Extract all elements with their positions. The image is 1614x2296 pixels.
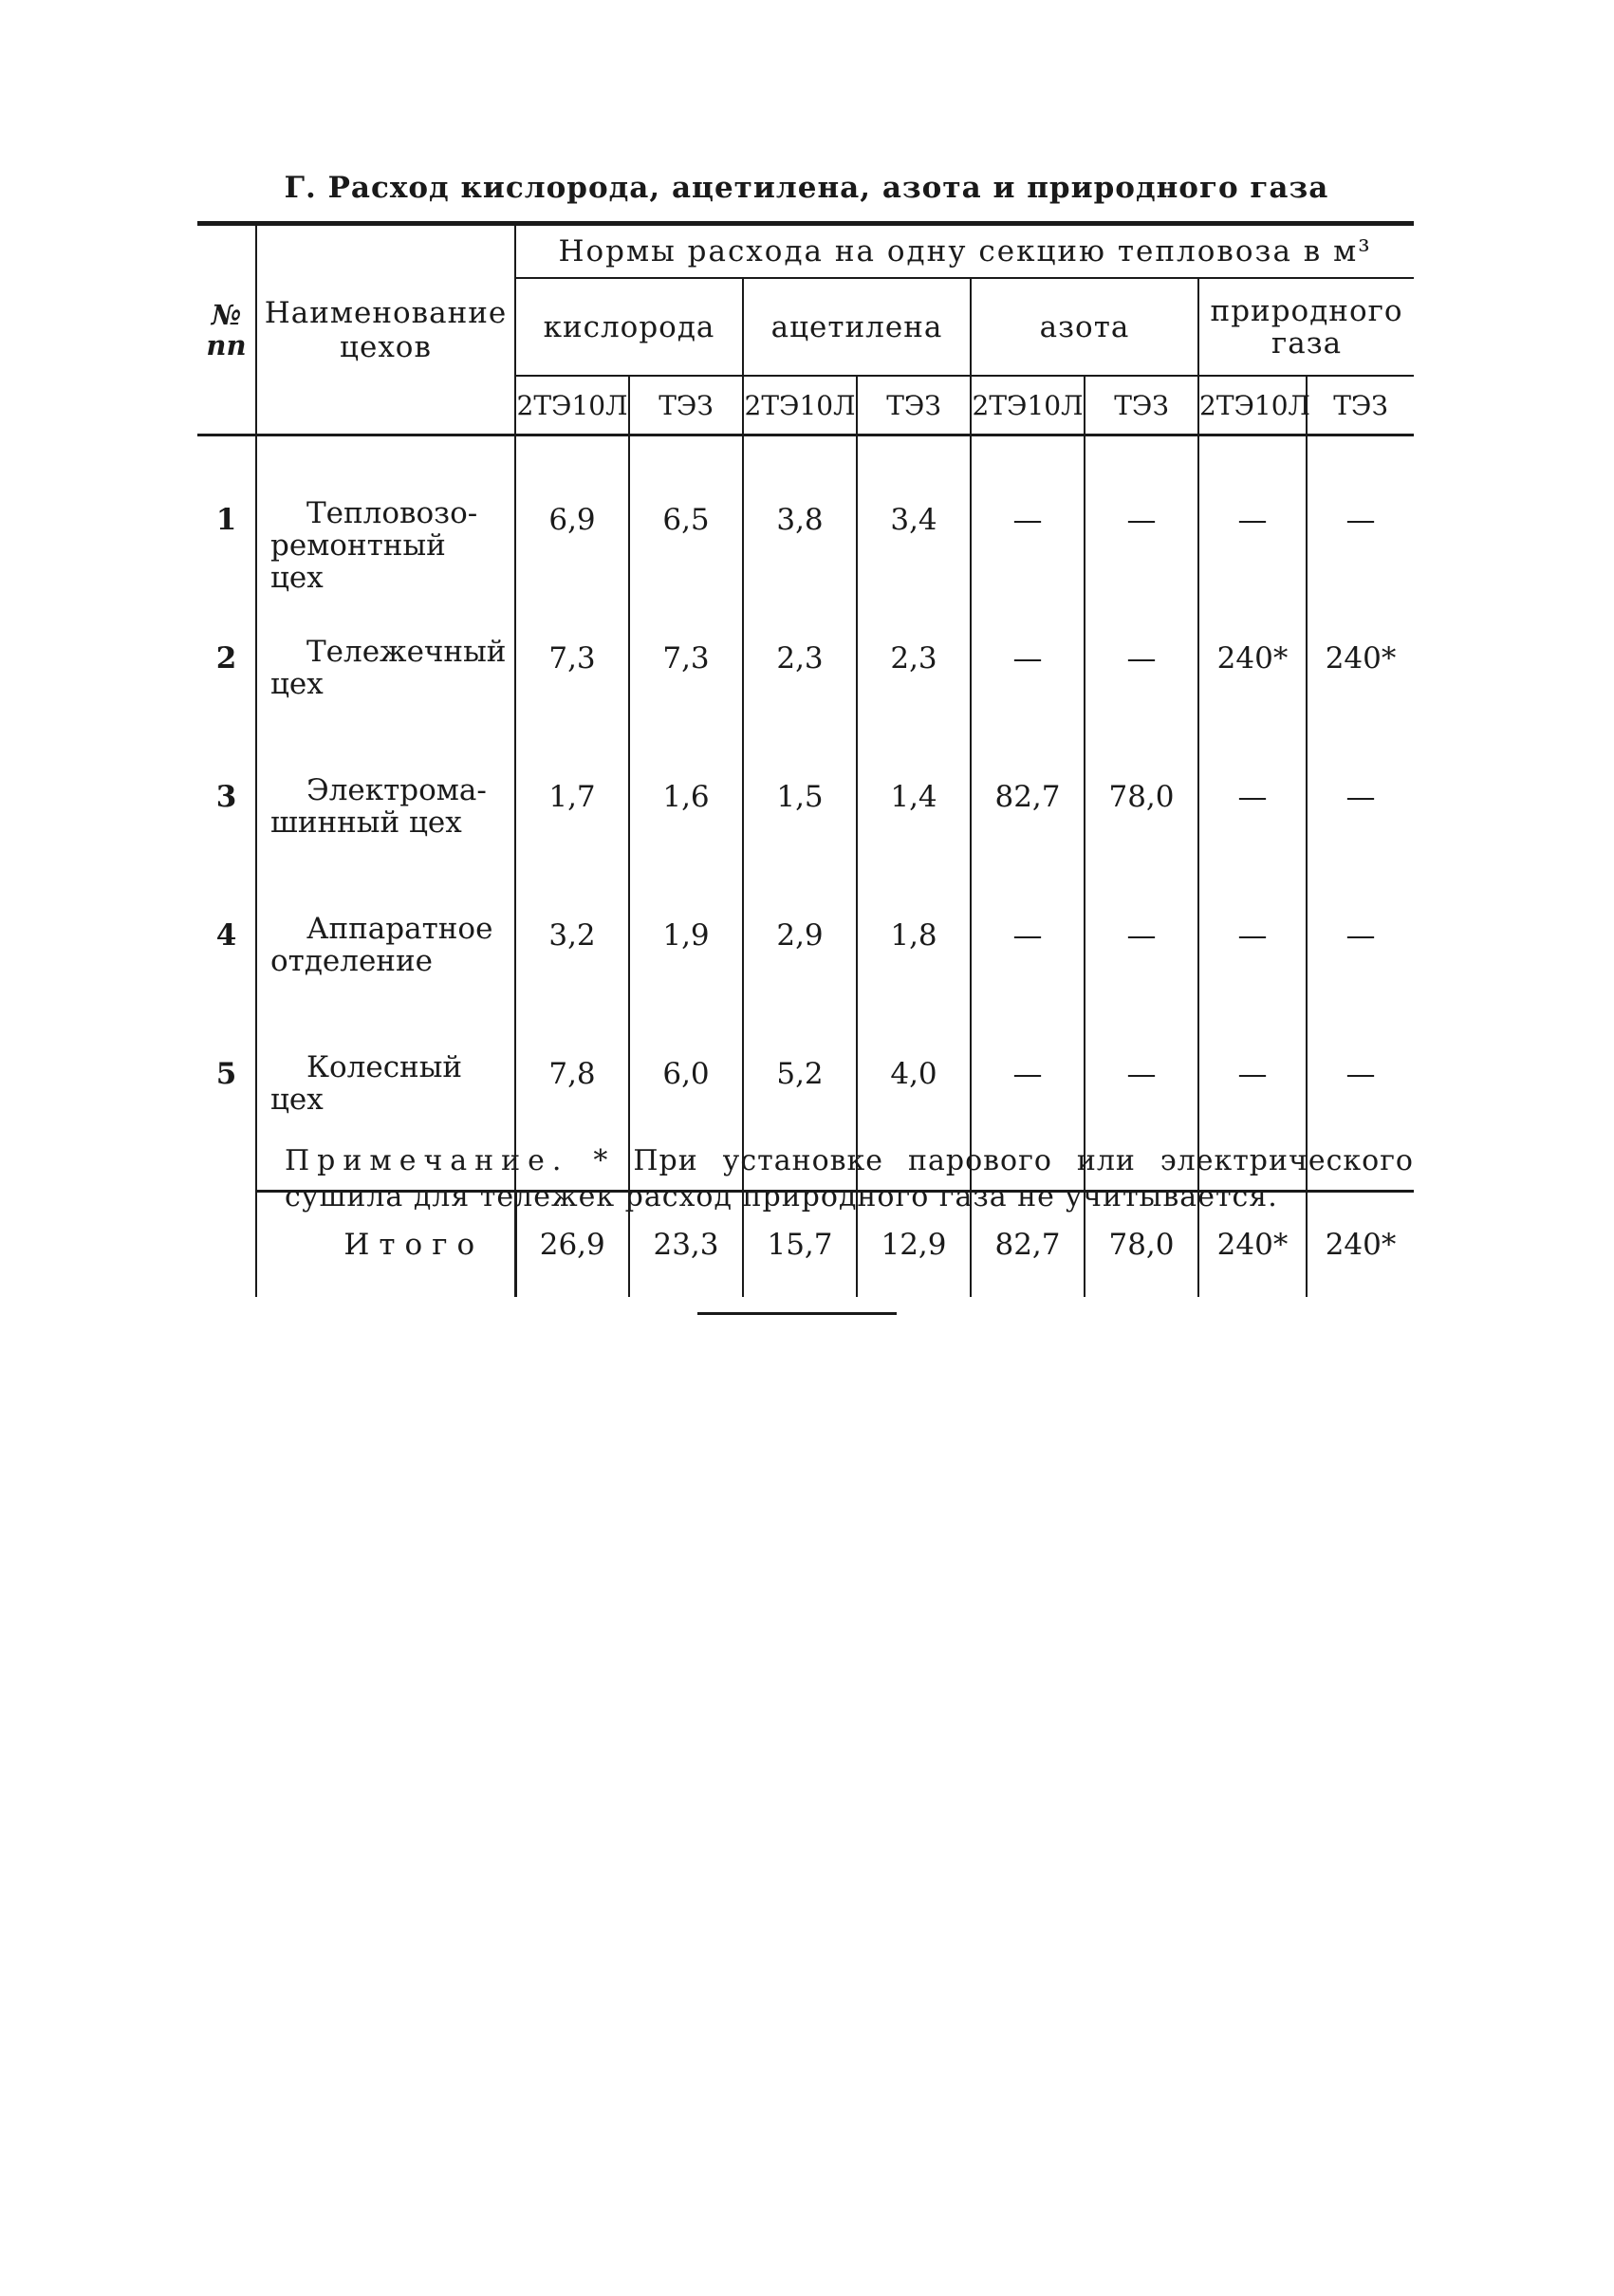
header-gas-nitrogen: азота [971,278,1198,376]
subheader-cell: 2ТЭ10Л [743,376,857,435]
value-cell: — [1085,598,1198,736]
value-cell: 3,2 [515,875,629,1013]
header-gas-acetylene: ацетилена [743,278,971,376]
total-value: 82,7 [971,1192,1085,1298]
value-cell: — [1085,875,1198,1013]
total-value: 240* [1198,1192,1307,1298]
value-cell: 2,3 [743,598,857,736]
row-number: 1 [215,503,237,537]
value-cell: — [971,435,1085,599]
value-cell: 1,4 [857,736,971,875]
value-cell: — [1085,1013,1198,1152]
value-cell: — [971,1013,1085,1152]
header-gas-oxygen: кислорода [515,278,743,376]
row-name: Тепловозо- ремонтный цех [256,435,515,599]
value-cell: — [1307,736,1414,875]
value-cell: 7,3 [515,598,629,736]
value-cell: 240* [1307,598,1414,736]
total-value: 78,0 [1085,1192,1198,1298]
value-cell: 1,7 [515,736,629,875]
total-value: 15,7 [743,1192,857,1298]
table-row [197,1013,1414,1152]
header-gas-natural: природного газа [1198,278,1414,376]
row-name: Тележечный цех [256,598,515,736]
row-name: Электрома- шинный цех [256,736,515,875]
total-value: 240* [1307,1192,1414,1298]
value-cell: — [1307,1013,1414,1152]
value-cell: 78,0 [1085,736,1198,875]
value-cell: 3,4 [857,435,971,599]
row-name: Аппаратное отделение [256,875,515,1013]
value-cell: — [1198,736,1307,875]
header-name: Наименование цехов [256,224,515,435]
total-value: 12,9 [857,1192,971,1298]
row-name: Колесный цех [256,1013,515,1152]
subheader-cell: ТЭЗ [857,376,971,435]
table-row [197,598,1414,736]
value-cell: 6,0 [629,1013,743,1152]
page-title: Г. Расход кислорода, ацетилена, азота и природного газа [284,171,1329,205]
table-row [197,736,1414,875]
value-cell: 6,9 [515,435,629,599]
value-cell: 1,8 [857,875,971,1013]
total-label: Итого [256,1192,515,1298]
value-cell: 240* [1198,598,1307,736]
footnote-heading: Примечание. [285,1144,569,1177]
header-group: Нормы расхода на одну секцию тепловоза в м³ [515,224,1414,279]
value-cell: 4,0 [857,1013,971,1152]
subheader-cell: 2ТЭ10Л [515,376,629,435]
value-cell: — [1085,435,1198,599]
value-cell: 3,8 [743,435,857,599]
table-row [197,435,1414,599]
row-number: 4 [215,918,237,953]
subheader-cell: ТЭЗ [1307,376,1414,435]
value-cell: — [1198,1013,1307,1152]
value-cell: 6,5 [629,435,743,599]
subheader-cell: ТЭЗ [629,376,743,435]
value-cell: — [1198,435,1307,599]
value-cell: — [1307,875,1414,1013]
value-cell: 7,8 [515,1013,629,1152]
value-cell: 82,7 [971,736,1085,875]
table-row [197,875,1414,1013]
row-number: 3 [215,780,237,814]
footnote [285,1143,1414,1215]
value-cell: 1,5 [743,736,857,875]
footnote-text: * При установке парового или электрического сушила для тележек расход природного газа не учитывается. [285,1144,1414,1213]
subheader-cell: 2ТЭ10Л [1198,376,1307,435]
value-cell: 1,9 [629,875,743,1013]
end-divider [697,1312,897,1315]
subheader-cell: 2ТЭ10Л [971,376,1085,435]
value-cell: 5,2 [743,1013,857,1152]
row-number: 5 [215,1057,237,1091]
subheader-cell: ТЭЗ [1085,376,1198,435]
total-value: 23,3 [629,1192,743,1298]
value-cell: 2,9 [743,875,857,1013]
value-cell: — [1307,435,1414,599]
value-cell: — [1198,875,1307,1013]
header-num: № пп [197,224,256,435]
value-cell: — [971,875,1085,1013]
consumption-table [197,221,1414,1297]
value-cell: 7,3 [629,598,743,736]
row-number: 2 [215,641,237,676]
value-cell: — [971,598,1085,736]
value-cell: 2,3 [857,598,971,736]
value-cell: 1,6 [629,736,743,875]
total-value: 26,9 [515,1192,629,1298]
